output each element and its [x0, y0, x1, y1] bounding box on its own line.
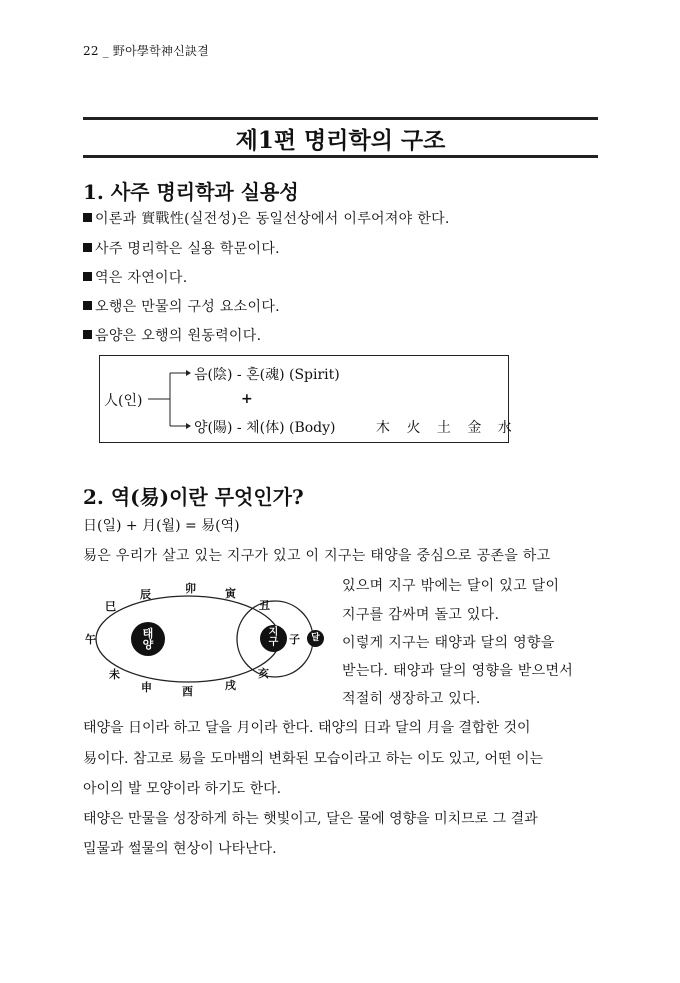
chapter-rule-bottom [83, 155, 598, 158]
branch-label: 寅 [225, 587, 236, 600]
moon-disc [307, 630, 324, 647]
paragraph-1-side-line: 이렇게 지구는 태양과 달의 영향을 [342, 635, 555, 651]
branch-label: 午 [85, 633, 96, 646]
paragraph-2-line: 易이다. 참고로 易을 도마뱀의 변화된 모습이라고 하는 이도 있고, 어떤 이는 [83, 751, 544, 767]
bullet-5: 음양은 오행의 원동력이다. [83, 325, 261, 345]
paragraph-2-line: 아이의 발 모양이라 하기도 한다. [83, 781, 282, 797]
diagram-root-label: 人(인) [104, 393, 143, 409]
earth-disc [260, 625, 287, 652]
section-2-title: 2. 역(易)이란 무엇인가? [83, 485, 304, 509]
branch-label: 卯 [185, 582, 196, 595]
paragraph-2-line: 태양을 日이라 하고 달을 月이라 한다. 태양의 日과 달의 月을 결합한 것이 [83, 720, 531, 736]
branch-label: 辰 [140, 588, 151, 601]
paragraph-1-side-line: 있으며 지구 밖에는 달이 있고 달이 [342, 578, 560, 594]
paragraph-3-line: 밀물과 썰물의 현상이 나타난다. [83, 841, 277, 857]
yin-yang-diagram [99, 355, 518, 443]
section-1-title: 1. 사주 명리학과 실용성 [83, 180, 299, 204]
bullet-square-icon [83, 330, 92, 339]
bullet-square-icon [83, 213, 92, 222]
branch-label: 子 [289, 633, 300, 646]
bullet-1: 이론과 實戰性(실전성)은 동일선상에서 이루어져야 한다. [83, 208, 450, 228]
sun-earth-moon-orbit-diagram [83, 578, 338, 703]
paragraph-3-line: 태양은 만물을 성장하게 하는 햇빛이고, 달은 물에 영향을 미치므로 그 결과 [83, 811, 538, 827]
sun-label: 태양 [142, 627, 154, 651]
five-elements-label: 木 火 土 金 水 [376, 420, 518, 436]
branch-label: 申 [141, 681, 152, 694]
diagram-yin-label: 음(陰) - 혼(魂) (Spirit) [194, 367, 340, 383]
bullet-square-icon [83, 243, 92, 252]
branch-label: 未 [109, 668, 120, 681]
branch-label: 巳 [105, 600, 116, 613]
paragraph-1-side-line: 적절히 생장하고 있다. [342, 691, 481, 707]
branch-label: 酉 [182, 685, 193, 698]
moon-label: 달 [311, 633, 320, 643]
formula-line: 日(일) + 月(월) = 易(역) [83, 518, 240, 534]
branch-label: 戌 [225, 679, 236, 692]
bullet-square-icon [83, 301, 92, 310]
bullet-2: 사주 명리학은 실용 학문이다. [83, 238, 280, 258]
running-head: 22 _ 野아學학神신訣결 [83, 44, 209, 58]
bullet-3: 역은 자연이다. [83, 267, 187, 287]
diagram-yang-label: 양(陽) - 체(体) (Body) [194, 420, 336, 436]
paragraph-1-side-line: 받는다. 태양과 달의 영향을 받으면서 [342, 663, 574, 679]
sun-disc [131, 622, 165, 656]
chapter-rule-top [83, 117, 598, 120]
chapter-title: 제1편 명리학의 구조 [235, 127, 446, 154]
diagram-plus-sign: + [241, 391, 253, 407]
branch-label: 亥 [258, 667, 269, 680]
earth-label: 지구 [268, 627, 279, 648]
bullet-square-icon [83, 272, 92, 281]
paragraph-1-side-line: 지구를 감싸며 돌고 있다. [342, 607, 500, 623]
bullet-4: 오행은 만물의 구성 요소이다. [83, 296, 280, 316]
branch-label: 丑 [259, 599, 270, 612]
paragraph-1-line-1: 易은 우리가 살고 있는 지구가 있고 이 지구는 태양을 중심으로 공존을 하고 [83, 548, 551, 564]
